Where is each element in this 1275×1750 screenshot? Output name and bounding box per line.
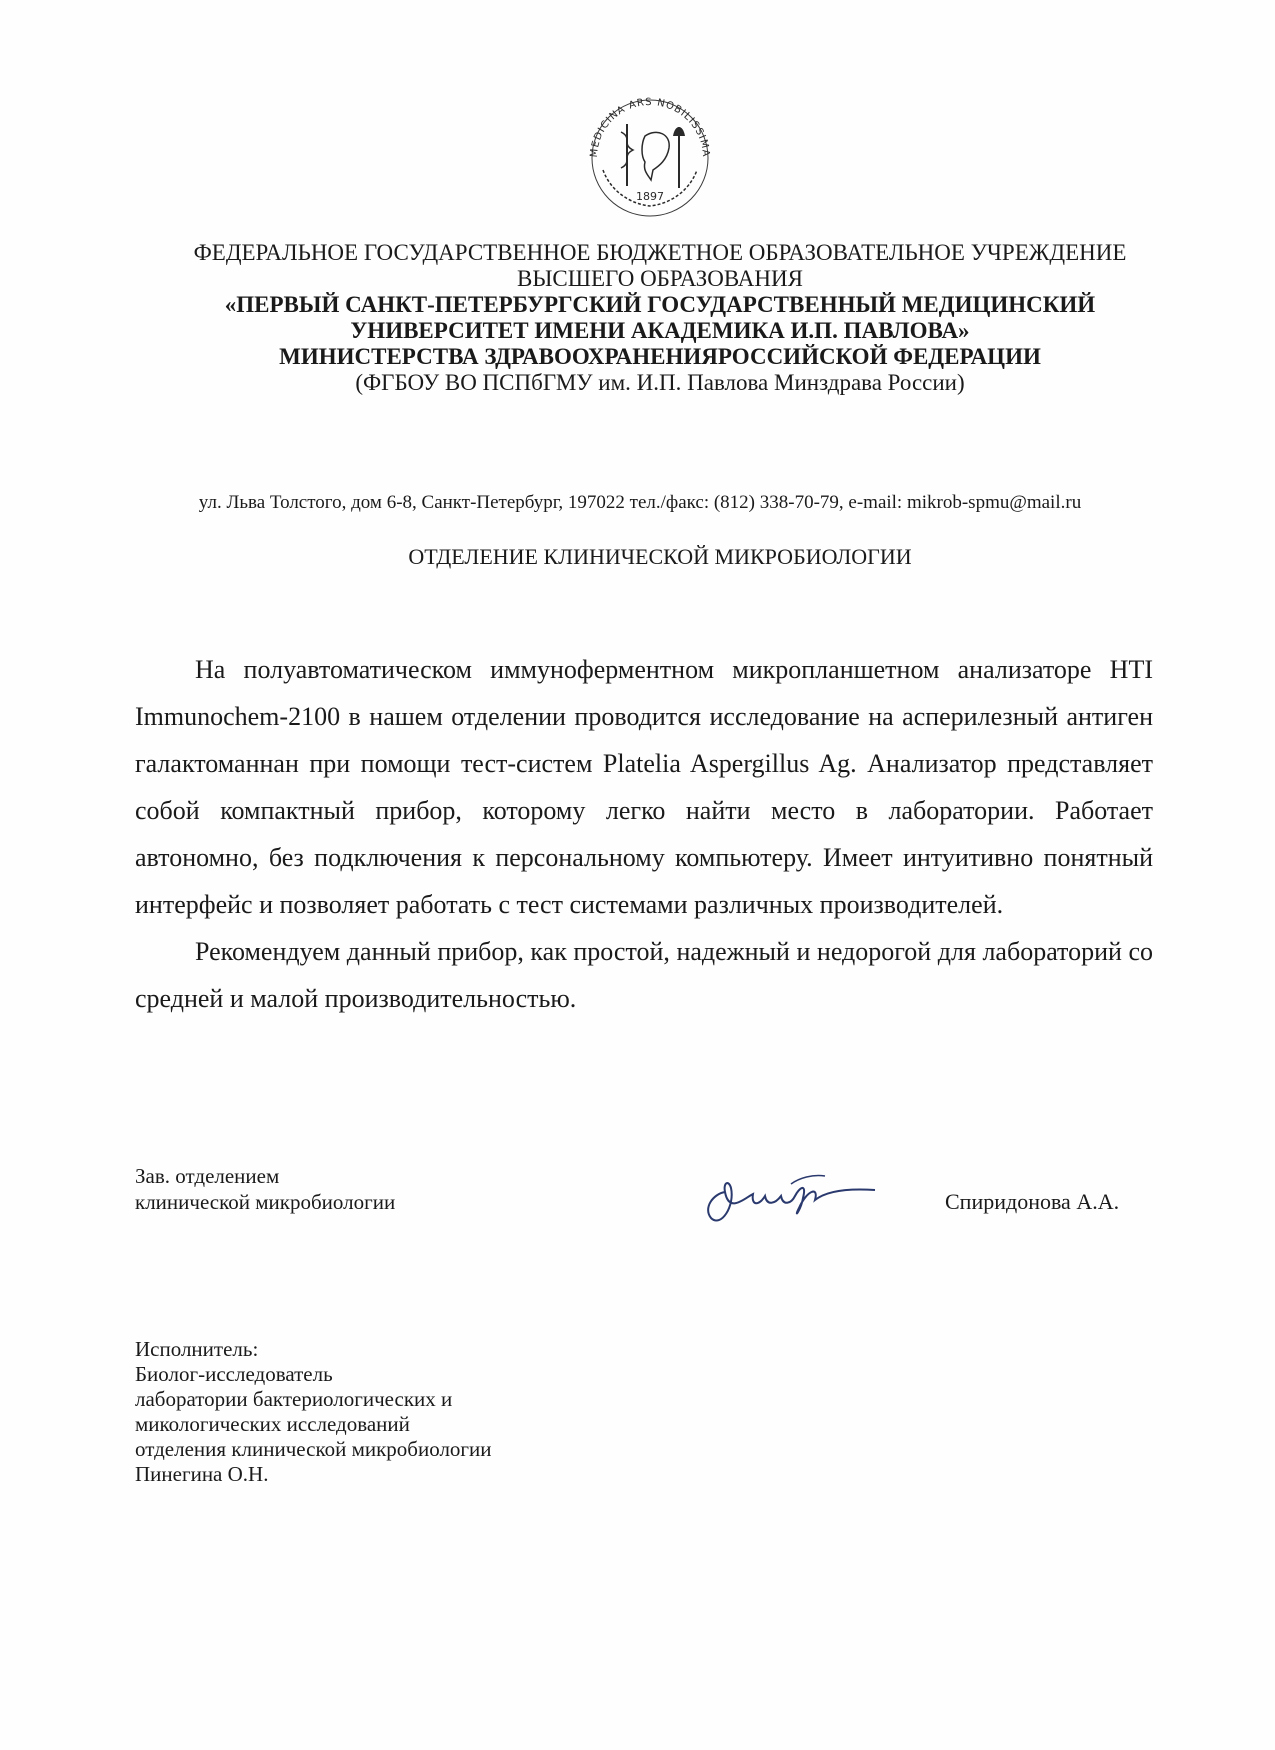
- org-line-4: УНИВЕРСИТЕТ ИМЕНИ АКАДЕМИКА И.П. ПАВЛОВА»: [350, 318, 970, 343]
- body-paragraph-2: Рекомендуем данный прибор, как простой, надежный и недорогой для лабораторий со средней и малой производительностью.: [135, 937, 1153, 1013]
- letter-body: [135, 646, 1153, 1022]
- signatory-role-line-2: клинической микробиологии: [135, 1190, 396, 1214]
- org-line-2: ВЫСШЕГО ОБРАЗОВАНИЯ: [517, 266, 803, 291]
- handwritten-signature: [695, 1158, 885, 1230]
- executor-line-4: микологических исследований: [135, 1412, 410, 1436]
- org-line-3: «ПЕРВЫЙ САНКТ-ПЕТЕРБУРГСКИЙ ГОСУДАРСТВЕННЫЙ МЕДИЦИНСКИЙ: [224, 292, 1096, 317]
- executor-line-2: Биолог-исследователь: [135, 1362, 333, 1386]
- org-line-1: ФЕДЕРАЛЬНОЕ ГОСУДАРСТВЕННОЕ БЮДЖЕТНОЕ ОБРАЗОВАТЕЛЬНОЕ УЧРЕЖДЕНИЕ: [193, 240, 1127, 265]
- signatory-role: [135, 1163, 395, 1215]
- org-line-5: МИНИСТЕРСТВА ЗДРАВООХРАНЕНИЯРОССИЙСКОЙ ФЕДЕРАЦИИ: [279, 344, 1041, 369]
- seal-motto: MEDICINA ARS NOBILISSIMA: [588, 96, 712, 158]
- svg-text:MEDICINA ARS NOBILISSIMA: [589, 97, 711, 158]
- executor-block: [135, 1337, 492, 1487]
- signatory-role-line-1: Зав. отделением: [135, 1164, 280, 1188]
- executor-line-6: Пинегина О.Н.: [135, 1462, 269, 1486]
- address-line: ул. Льва Толстого, дом 6-8, Санкт-Петербург, 197022 тел./факс: (812) 338-70-79, e-mail: mikrob-spmu@mail.ru: [198, 492, 1082, 513]
- department-title: ОТДЕЛЕНИЕ КЛИНИЧЕСКОЙ МИКРОБИОЛОГИИ: [408, 544, 912, 569]
- signatory-name: Спиридонова А.А.: [945, 1189, 1120, 1214]
- executor-line-1: Исполнитель:: [135, 1337, 259, 1361]
- seal-year: 1897: [636, 190, 664, 203]
- executor-line-3: лаборатории бактериологических и: [135, 1387, 453, 1411]
- university-seal-icon: [575, 88, 725, 218]
- executor-line-5: отделения клинической микробиологии: [135, 1437, 492, 1461]
- body-paragraph-1: На полуавтоматическом иммуноферментном микропланшетном анализаторе HTI Immunochem-2100 в нашем отделении проводится исследование на асперилезный антиген галактоманнан при помощи тест-систем Platelia Aspergillus Ag. Анализатор представляет собой компактный прибор, которому легко найти место в лаборатории. Работает автономно, без подключения к персональному компьютеру. Имеет интуитивно понятный интерфейс и позволяет работать с тест системами различных производителей.: [135, 655, 1153, 919]
- org-line-6: (ФГБОУ ВО ПСПбГМУ им. И.П. Павлова Минздрава России): [355, 370, 965, 395]
- organization-header: [120, 240, 1200, 396]
